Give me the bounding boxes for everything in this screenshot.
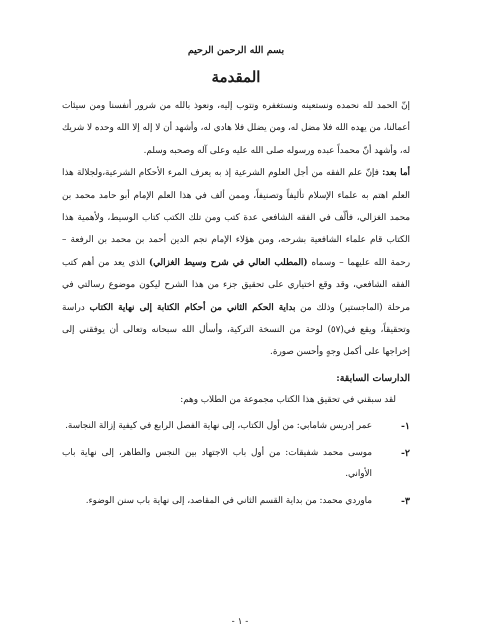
list-item-number: ١-	[400, 420, 410, 432]
intro-paragraph: إنّ الحمد لله نحمده ونستعينه ونستغفره ونتوب إليه، ونعوذ بالله من شرور أنفسنا ومن سيئات أعمالنا، من يهده الله فلا مضل له، ومن يضلل فلا هادي له، وأشهد أن لا إله إلا الله وحده لا شريك له، وأشهد أنّ محمداً عبده ورسوله صلى الله عليه وعلى آله وصحبه وسلم.	[62, 101, 410, 156]
main-paragraph-lead: أما بعد:	[382, 168, 410, 179]
list-item-text: عمر إدريس شامابي: من أول الكتاب، إلى نهاية الفصل الرابع في كيفية إزالة النجاسة.	[65, 420, 372, 431]
book-title-bold: (المطلب العالي في شرح وسيط الغزالي)	[148, 257, 308, 268]
list-item-text: موسى محمد شفيقات: من أول باب الاجتهاد بين النجس والطاهر، إلى نهاية باب الأواني.	[62, 447, 372, 479]
list-item-number: ٣-	[400, 495, 410, 507]
list-item-text: ماوردي محمد: من بداية القسم الثاني في المقاصد، إلى نهاية باب سنن الوضوء.	[85, 495, 372, 506]
research-scope-bold: بداية الحكم الثاني من أحكام الكتابة إلى نهاية الكتاب	[89, 302, 296, 313]
page-title: المقدمة	[211, 68, 261, 86]
list-item	[62, 491, 410, 512]
main-paragraph-part-3: دراسة وتحقيقاً، ويقع في(٥٧) لوحة من النسخة التركية، وأسأل الله سبحانه وتعالى أن يوفقني إلى إخراجها على أكمل وجهٍ وأحسن صورة.	[62, 302, 410, 358]
page-number: - ١ -	[231, 617, 249, 627]
previous-studies-intro: لقد سبقني في تحقيق هذا الكتاب مجموعة من الطلاب وهم:	[180, 394, 396, 405]
basmala: بسم الله الرحمن الرحيم	[187, 45, 285, 56]
main-paragraph-part-2: الذي يعد من أهم كتب الفقه الشافعي، وقد وقع اختياري على تحقيق جزء من هذا الشرح ليكون موضوع رسالتي في مرحلة (الماجستير) وذلك من	[62, 257, 411, 313]
list-item-number: ٢-	[400, 447, 410, 459]
main-paragraph	[62, 162, 410, 364]
list-item	[62, 443, 410, 485]
previous-studies-heading: الدارسات السابقة:	[336, 372, 410, 384]
list-item	[62, 416, 410, 437]
main-paragraph-part-1: فإنّ علم الفقه من أجل العلوم الشرعية إذ به يعرف المرء الأحكام الشرعية،ولجلالة هذا العلم اهتم به علماء الإسلام تأليفاً وتصنيفاً، وممن ألف في هذا العلم الإمام أبو حامد محمد بن محمد الغزالي، فألّف في الفقه الشافعي عدة كتب ومن تلك الكتب كتاب الوسيط، ولأهمية هذا الكتاب قام علماء الشافعية بشرحه، ومن هؤلاء الإمام نجم الدين أحمد بن محمد بن الرفعة – رحمة الله عليهما – وسماه	[62, 168, 410, 268]
